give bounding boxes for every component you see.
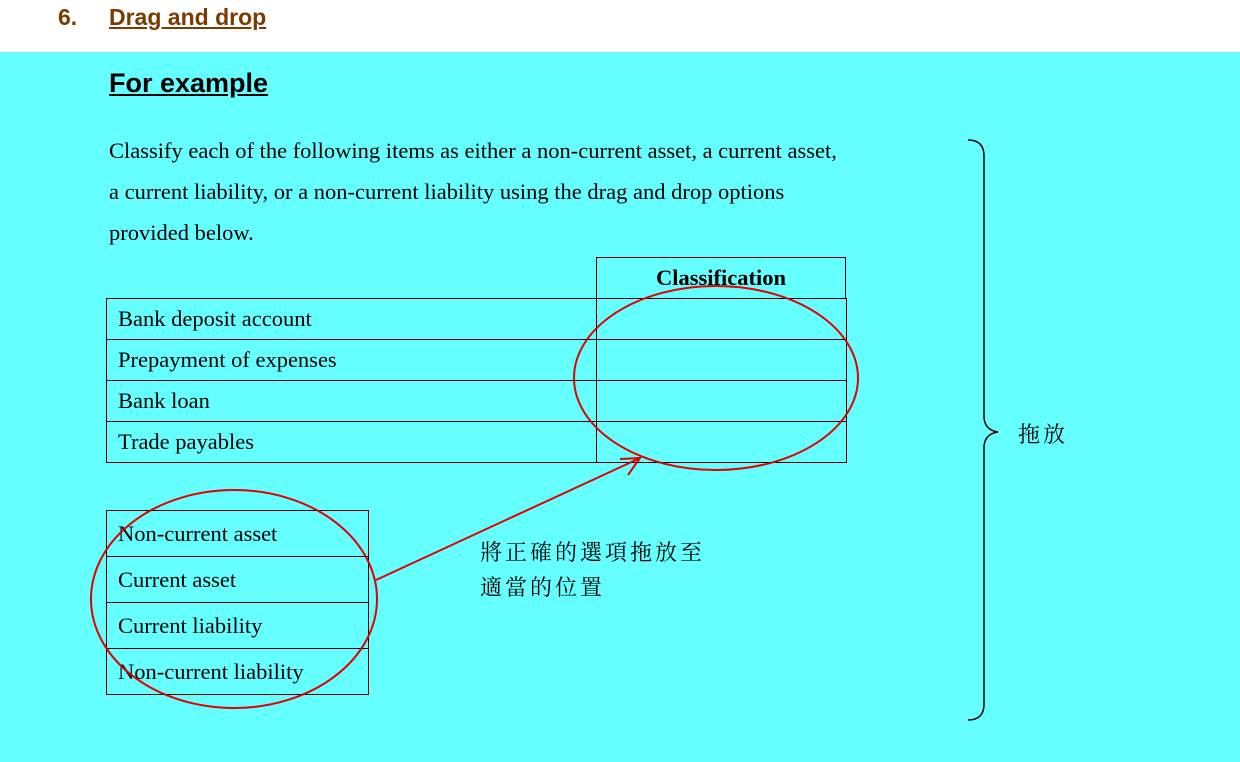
options-circle xyxy=(91,490,377,708)
drag-option[interactable]: Non-current asset xyxy=(107,511,369,557)
section-title: Drag and drop xyxy=(109,4,267,30)
example-panel xyxy=(0,52,1240,762)
item-label: Prepayment of expenses xyxy=(107,340,597,381)
drag-option[interactable]: Current asset xyxy=(107,557,369,603)
annotation-text: 將正確的選項拖放至 xyxy=(480,541,706,566)
item-label: Bank deposit account xyxy=(107,299,597,340)
instruction-line: a current liability, or a non-current liability using the drag and drop options xyxy=(109,179,785,204)
arrow-line xyxy=(376,459,638,580)
side-label: 拖放 xyxy=(1018,423,1069,448)
drag-option[interactable]: Non-current liability xyxy=(107,649,369,695)
example-heading: For example xyxy=(109,68,269,98)
item-label: Trade payables xyxy=(107,422,597,463)
section-number: 6. xyxy=(58,4,78,30)
annotation-overlay xyxy=(0,52,1240,762)
answer-area-circle xyxy=(574,286,858,470)
instruction-line: provided below. xyxy=(109,220,254,245)
classification-header: Classification xyxy=(596,257,846,298)
right-brace xyxy=(968,140,998,720)
annotation-text: 適當的位置 xyxy=(480,576,606,601)
instruction-line: Classify each of the following items as either a non-current asset, a current asset, xyxy=(109,138,837,163)
item-label: Bank loan xyxy=(107,381,597,422)
drag-option[interactable]: Current liability xyxy=(107,603,369,649)
